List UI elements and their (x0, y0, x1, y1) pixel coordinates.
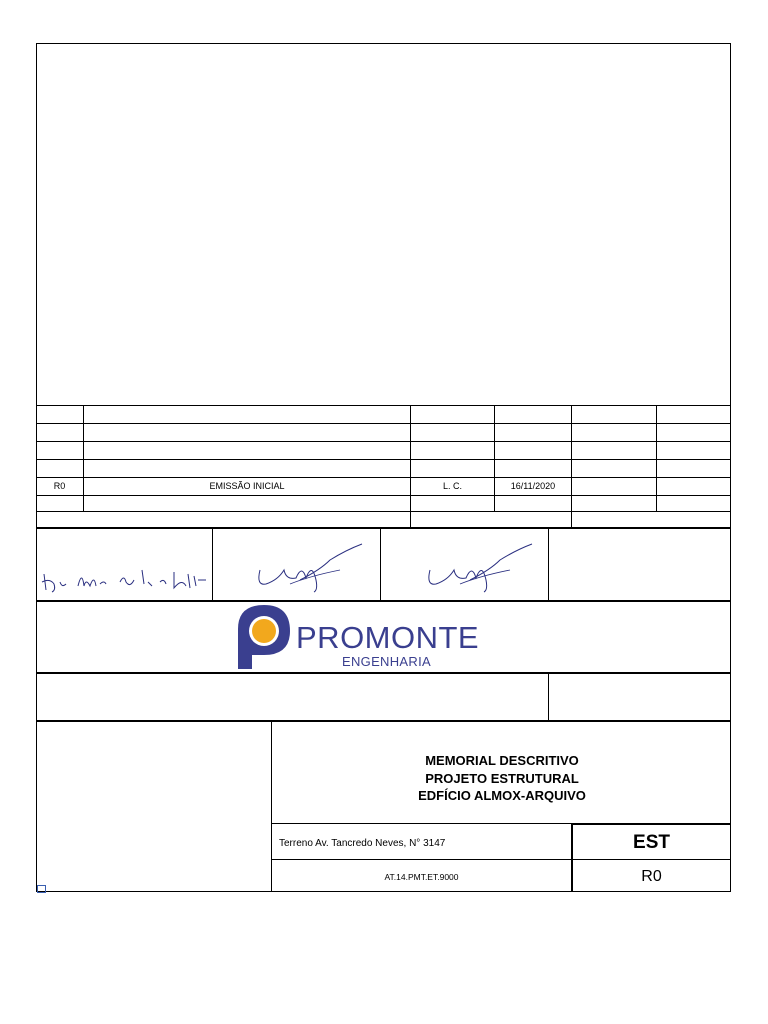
promonte-logo-icon (234, 603, 294, 671)
title-line-1: MEMORIAL DESCRITIVO (425, 753, 579, 768)
signature-3 (420, 540, 540, 598)
title-line-2: PROJETO ESTRUTURAL (425, 770, 579, 786)
revision-code: R0 (53, 481, 66, 491)
location-text: Terreno Av. Tancredo Neves, N° 3147 (279, 838, 446, 849)
title-line-3: EDFÍCIO ALMOX-ARQUIVO (418, 788, 586, 803)
revision-date: 16/11/2020 (510, 481, 556, 491)
corner-marker (37, 885, 46, 893)
signature-2 (250, 540, 370, 598)
document-title (272, 752, 732, 805)
signature-1 (38, 560, 210, 598)
document-number: AT.14.PMT.ET.9000 (384, 872, 459, 882)
discipline-code: EST (633, 832, 670, 853)
company-subtitle: ENGENHARIA (342, 654, 431, 669)
company-name: PROMONTE (296, 620, 480, 655)
document-revision: R0 (641, 868, 662, 885)
revision-description: EMISSÃO INICIAL (209, 481, 285, 491)
revision-author: L. C. (442, 481, 462, 491)
